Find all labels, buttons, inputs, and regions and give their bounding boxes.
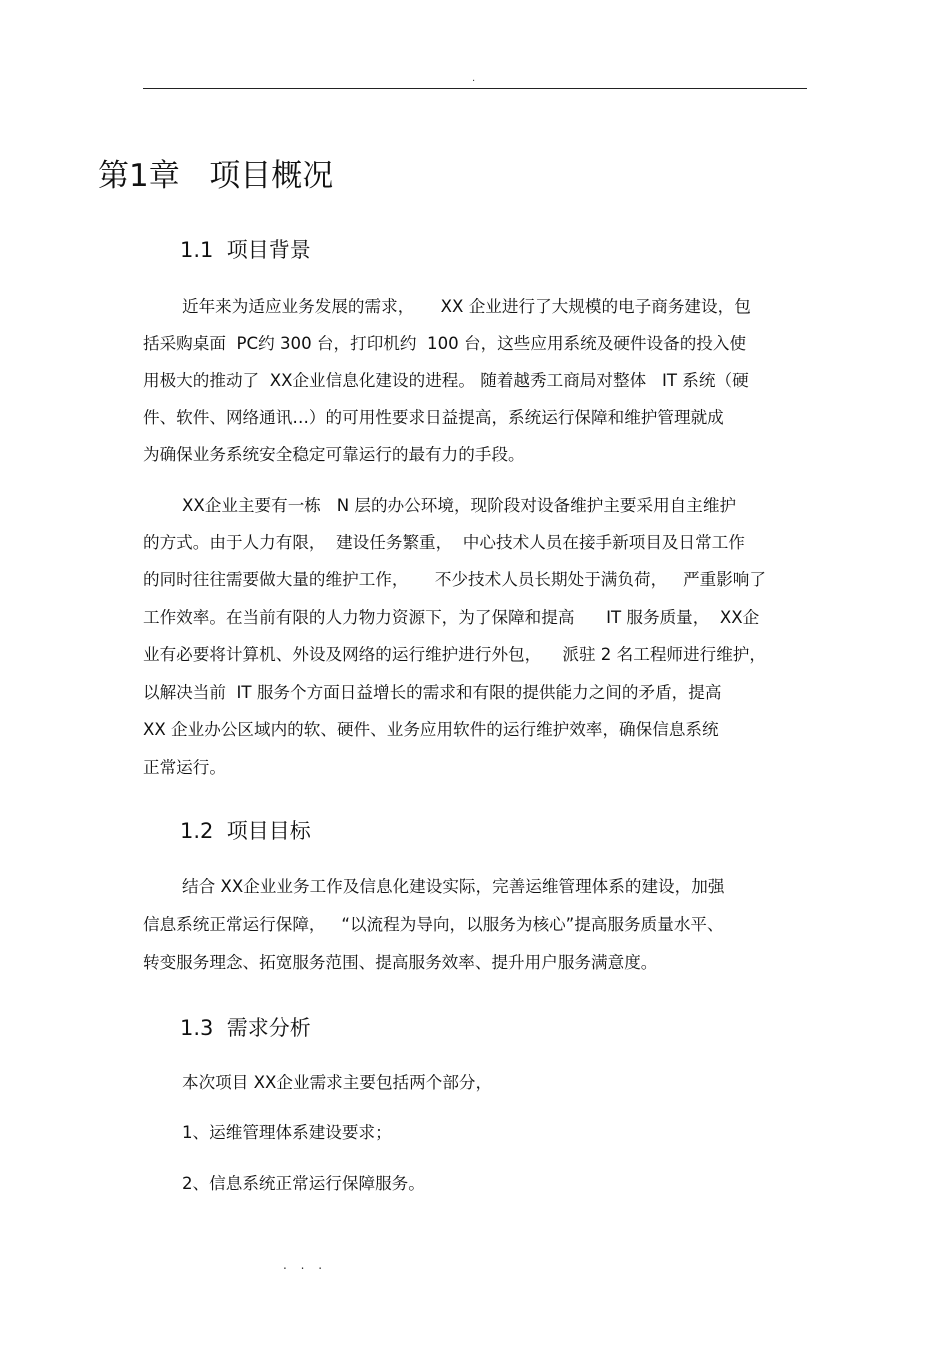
chapter-title: 第1章 项目概况 bbox=[98, 158, 334, 194]
paragraph-line: 业有必要将计算机、外设及网络的运行维护进行外包， 派驻 2 名工程师进行维护， bbox=[143, 645, 766, 664]
paragraph-line: 件、软件、网络通讯…）的可用性要求日益提高，系统运行保障和维护管理就成 bbox=[143, 408, 724, 427]
header-rule bbox=[143, 88, 807, 89]
paragraph-line: 信息系统正常运行保障， “以流程为导向，以服务为核心”提高服务质量水平、 bbox=[143, 915, 724, 934]
paragraph-line: XX企业主要有一栋 N 层的办公环境，现阶段对设备维护主要采用自主维护 bbox=[182, 496, 737, 515]
footer-mark: . . . bbox=[283, 1258, 328, 1272]
section-heading-1-1: 1.1 项目背景 bbox=[180, 238, 311, 262]
section-heading-1-2: 1.2 项目目标 bbox=[180, 819, 311, 843]
paragraph-line: 的同时往往需要做大量的维护工作， 不少技术人员长期处于满负荷， 严重影响了 bbox=[143, 570, 766, 589]
paragraph-line: 近年来为适应业务发展的需求， XX 企业进行了大规模的电子商务建设，包 bbox=[182, 297, 751, 316]
paragraph-line: 转变服务理念、拓宽服务范围、提高服务效率、提升用户服务满意度。 bbox=[143, 953, 658, 972]
paragraph-line: 为确保业务系统安全稳定可靠运行的最有力的手段。 bbox=[143, 445, 525, 464]
paragraph-line: 结合 XX企业业务工作及信息化建设实际，完善运维管理体系的建设，加强 bbox=[182, 877, 725, 896]
paragraph-line: 的方式。由于人力有限， 建设任务繁重， 中心技术人员在接手新项目及日常工作 bbox=[143, 533, 745, 552]
paragraph-line: 工作效率。在当前有限的人力物力资源下，为了保障和提高 IT 服务质量， XX企 bbox=[143, 608, 760, 627]
section-heading-1-3: 1.3 需求分析 bbox=[180, 1016, 311, 1040]
header-mark: . bbox=[472, 73, 476, 84]
paragraph-line: XX 企业办公区域内的软、硬件、业务应用软件的运行维护效率，确保信息系统 bbox=[143, 720, 719, 739]
list-item: 2、信息系统正常运行保障服务。 bbox=[182, 1174, 425, 1193]
paragraph-line: 括采购桌面 PC约 300 台，打印机约 100 台，这些应用系统及硬件设备的投入使 bbox=[143, 334, 747, 353]
paragraph-line: 用极大的推动了 XX企业信息化建设的进程。 随着越秀工商局对整体 IT 系统（硬 bbox=[143, 371, 749, 390]
list-item: 1、运维管理体系建设要求； bbox=[182, 1123, 392, 1142]
paragraph-line: 以解决当前 IT 服务个方面日益增长的需求和有限的提供能力之间的矛盾，提高 bbox=[143, 683, 722, 702]
paragraph-line: 正常运行。 bbox=[143, 758, 226, 777]
paragraph-line: 本次项目 XX企业需求主要包括两个部分， bbox=[182, 1073, 493, 1092]
